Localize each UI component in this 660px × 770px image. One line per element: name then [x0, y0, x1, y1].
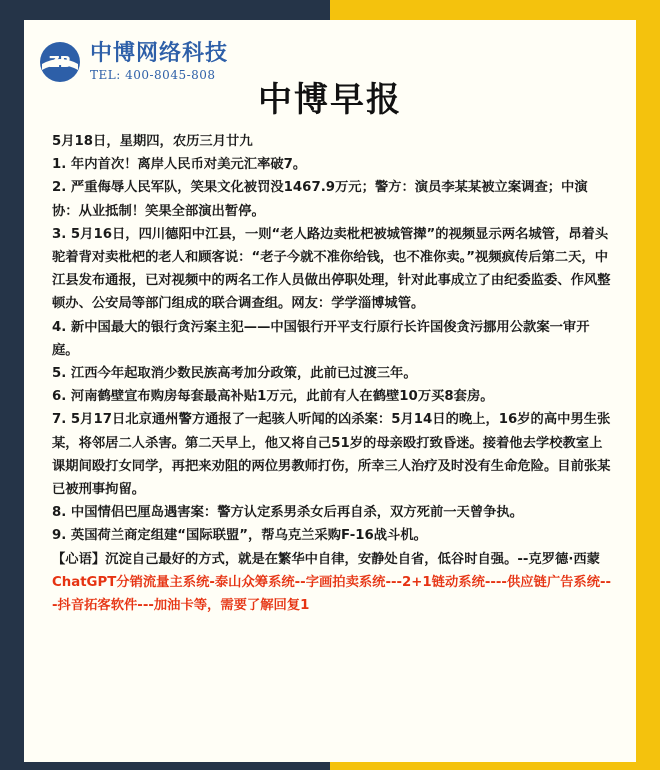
- news-item: 3. 5月16日，四川德阳中江县，一则“老人路边卖枇杷被城管撵”的视频显示两名城管，昂着头驼着背对卖枇杷的老人和顾客说：“老子今就不准你给钱，也不准你卖。”视频疯传后第二天，中江县发布通报，已对视频中的两名工作人员做出停职处理，针对此事成立了由纪委监委、作风整顿办、公安局等部门组成的联合调查组。网友：学学淄博城管。: [52, 226, 611, 312]
- news-item: 2. 严重侮辱人民军队，笑果文化被罚没1467.9万元；警方：演员李某某被立案调查；中演协：从业抵制！笑果全部演出暂停。: [52, 180, 588, 219]
- company-phone: TEL: 400-8045-808: [90, 68, 216, 82]
- news-item: 5. 江西今年起取消少数民族高考加分政策，此前已过渡三年。: [52, 366, 417, 382]
- news-item: 4. 新中国最大的银行贪污案主犯——中国银行开平支行原行长许国俊贪污挪用公款案一审开庭。: [52, 319, 590, 358]
- news-item: 7. 5月17日北京通州警方通报了一起骇人听闻的凶杀案：5月14日的晚上，16岁的高中男生张某，将邻居二人杀害。第二天早上，他又将自己51岁的母亲殴打致昏迷。接着他去学校教室上课期间殴打女同学，再把来劝阻的两位男教师打伤，所幸三人治疗及时没有生命危险。目前张某已被刑事拘留。: [52, 412, 611, 498]
- news-item: 9. 英国荷兰商定组建“国际联盟”，帮乌克兰采购F-16战斗机。: [52, 528, 427, 544]
- date-line: 5月18日，星期四，农历三月廿九: [52, 134, 253, 149]
- motto: 【心语】沉淀自己最好的方式，就是在繁华中自律，安静处自省，低谷时自强。--克罗德·西蒙: [52, 551, 600, 567]
- news-item: 6. 河南鹤壁宣布购房每套最高补贴1万元，此前有人在鹤壁10万买8套房。: [52, 389, 494, 405]
- news-content: [52, 130, 614, 617]
- company-name: 中博网络科技: [90, 40, 229, 66]
- news-item: 1. 年内首次！离岸人民币对美元汇率破7。: [52, 157, 307, 173]
- news-item: 8. 中国情侣巴厘岛遇害案：警方认定系男杀女后再自杀，双方死前一天曾争执。: [52, 505, 524, 521]
- news-card: [24, 20, 636, 762]
- svg-text:ZB: ZB: [48, 53, 72, 71]
- advertisement: ChatGPT分销流量主系统-泰山众筹系统--字画拍卖系统---2+1链动系统----供应链广告系统---抖音拓客软件---加油卡等，需要了解回复1: [52, 574, 612, 614]
- page-title: 中博早报: [258, 80, 402, 120]
